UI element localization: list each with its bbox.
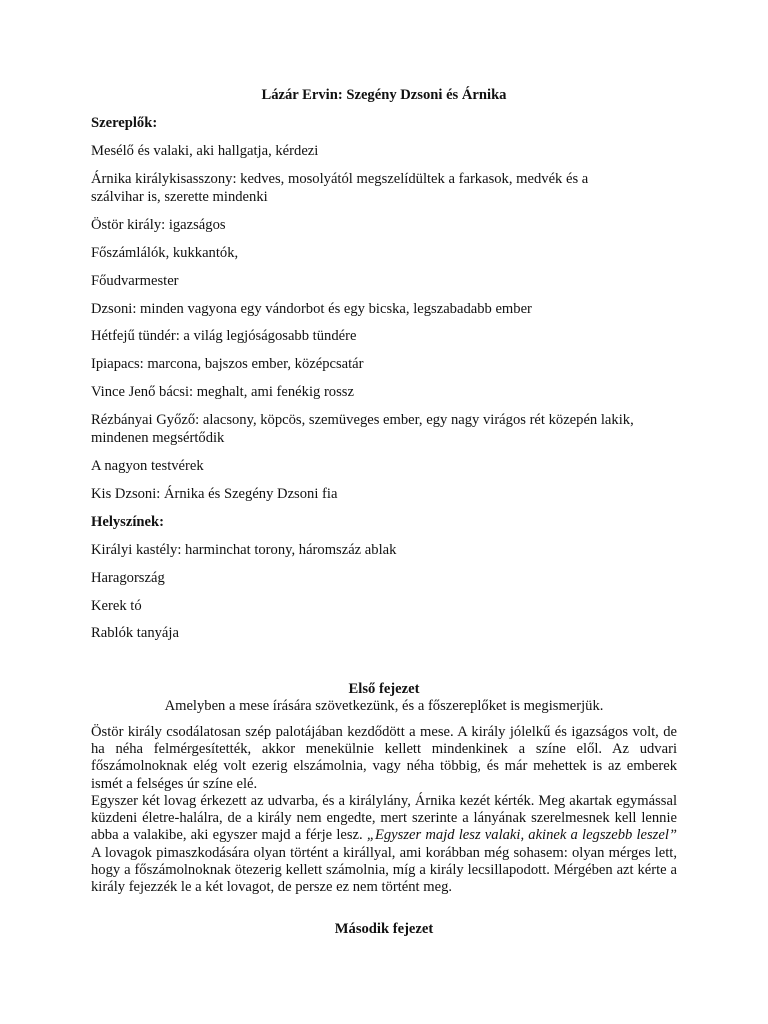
chapter1-paragraph-1: Östör király csodálatosan szép palotájában kezdődött a mese. A király jólelkű és igazságos volt, de ha néha felmérgesítették, akkor menekülnie kellett mindenkinek a színe elől. Az udvari főszámolnoknak elég volt ezerig elszámolnia, vagy néha többig, és már mehettek is az emberek ismét a felséges úr színe elé. (91, 724, 677, 792)
character-item: A nagyon testvérek (91, 458, 204, 474)
location-item: Királyi kastély: harminchat torony, háromszáz ablak (91, 542, 397, 558)
chapter1-heading: Első fejezet (348, 681, 420, 697)
chapter1-subtitle: Amelyben a mese írására szövetkezünk, és a főszereplőket is megismerjük. (164, 698, 604, 714)
character-item: Rézbányai Győző: alacsony, köpcös, szemüveges ember, egy nagy virágos rét közepén lakik, (91, 412, 634, 428)
chapter1-paragraph-2 (91, 793, 677, 896)
location-item: Rablók tanyája (91, 625, 179, 641)
character-item: Kis Dzsoni: Árnika és Szegény Dzsoni fia (91, 486, 338, 502)
character-item: szálvihar is, szerette mindenki (91, 189, 268, 205)
character-item: Östör király: igazságos (91, 217, 226, 233)
chapter2-heading: Második fejezet (334, 921, 434, 937)
character-item: Hétfejű tündér: a világ legjóságosabb tündére (91, 328, 357, 344)
character-item: Dzsoni: minden vagyona egy vándorbot és egy bicska, legszabadabb ember (91, 301, 532, 317)
location-item: Haragország (91, 570, 165, 586)
location-item: Kerek tó (91, 598, 142, 614)
paragraph-quote: „Egyszer majd lesz valaki, akinek a legszebb leszel” (366, 827, 678, 844)
paragraph-text: Egyszer két lovag érkezett az udvarba, és a királylány, Árnika kezét kérték. Meg akartak egymással küzdeni életre-halálra, de a király nem engedte, mert szerinte a lányának szerelmesnek kell lennie abba a valakibe, aki egyszer majd a férje lesz. (91, 793, 677, 844)
character-item: Árnika királykisasszony: kedves, mosolyától megszelídültek a farkasok, medvék és a (91, 171, 589, 187)
character-item: Ipiapacs: marcona, bajszos ember, középcsatár (91, 356, 364, 372)
character-item: mindenen megsértődik (91, 430, 225, 446)
document-title: Lázár Ervin: Szegény Dzsoni és Árnika (261, 87, 507, 103)
character-item: Főszámlálók, kukkantók, (91, 245, 239, 261)
character-item: Mesélő és valaki, aki hallgatja, kérdezi (91, 143, 319, 159)
paragraph-text: A lovagok pimaszkodására olyan történt a királlyal, ami korábban még sohasem: olyan mérges lett, hogy a főszámolnoknak ötezerig kellett számolnia, míg a király lecsillapodott. Mérgében azt kérte a király fejezzék le a két lovagot, de persze ez nem történt meg. (91, 844, 677, 896)
locations-heading: Helyszínek: (91, 514, 164, 530)
characters-heading: Szereplők: (91, 115, 158, 131)
character-item: Főudvarmester (91, 273, 179, 289)
character-item: Vince Jenő bácsi: meghalt, ami fenékig rossz (91, 384, 354, 400)
